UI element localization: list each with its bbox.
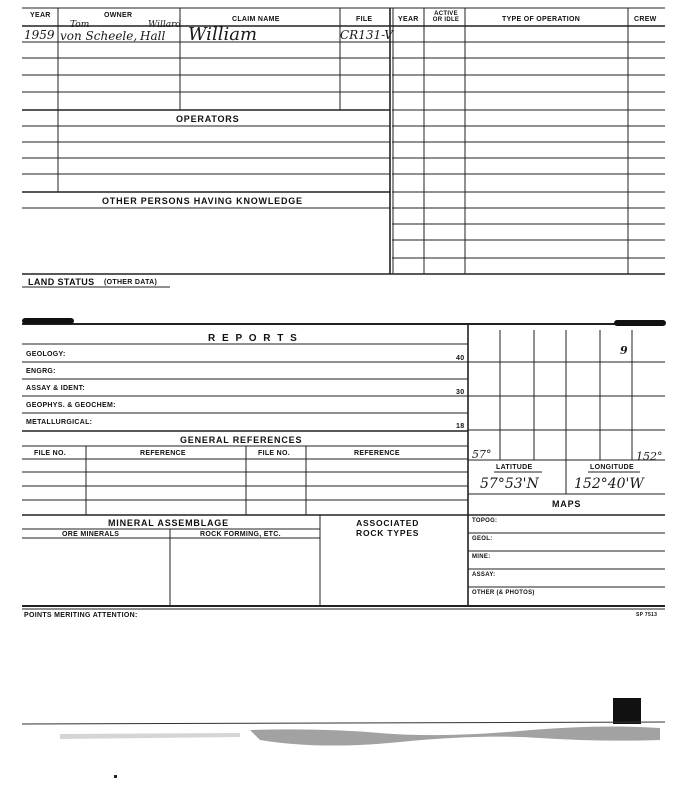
mineral-assemblage-title: MINERAL ASSEMBLAGE [108, 518, 229, 528]
entry-claim-name: William [188, 24, 258, 45]
genref-col-file-no-1: FILE NO. [34, 450, 66, 457]
report-geophys-label: GEOPHYS. & GEOCHEM: [26, 402, 116, 409]
report-assay-num: 30 [456, 389, 465, 396]
genref-col-reference-1: REFERENCE [140, 450, 186, 457]
col-ore-minerals: ORE MINERALS [62, 531, 120, 538]
longitude-label: LONGITUDE [590, 464, 634, 471]
latitude-label: LATITUDE [496, 464, 533, 471]
operators-title: OPERATORS [176, 114, 240, 124]
entry-file: CR131-V [340, 28, 393, 42]
col-file: FILE [356, 16, 373, 23]
land-status-title: LAND STATUS [28, 277, 95, 287]
genref-col-file-no-2: FILE NO. [258, 450, 290, 457]
report-metallurgical-label: METALLURGICAL: [26, 419, 93, 426]
col-year-2: YEAR [398, 16, 419, 23]
col-active-or-idle: ACTIVE OR IDLE [432, 11, 460, 23]
entry-owner2: Hall [140, 29, 166, 43]
report-geology-label: GEOLOGY: [26, 351, 66, 358]
maps-topog: TOPOG: [472, 518, 498, 524]
points-meriting-attention: POINTS MERITING ATTENTION: [24, 612, 138, 619]
col-year: YEAR [30, 12, 51, 19]
maps-geol: GEOL: [472, 536, 493, 542]
maps-mine: MINE: [472, 554, 491, 560]
report-engrg-label: ENGRG: [26, 368, 56, 375]
report-assay-label: ASSAY & IDENT: [26, 385, 86, 392]
general-references-title: GENERAL REFERENCES [180, 435, 303, 445]
entry-owner2-above: Willard [148, 20, 182, 30]
longitude-value: 152°40'W [574, 476, 644, 492]
report-geology-num: 40 [456, 355, 465, 362]
maps-assay: ASSAY: [472, 572, 496, 578]
col-rock-forming: ROCK FORMING, ETC. [200, 531, 281, 538]
entry-owner-above: Tom [70, 20, 90, 30]
entry-owner: von Scheele, [60, 29, 138, 43]
col-claim-name: CLAIM NAME [232, 16, 280, 23]
report-metallurgical-num: 18 [456, 423, 465, 430]
maps-other: OTHER (& PHOTOS) [472, 590, 535, 596]
form-code: SP 7513 [636, 612, 658, 618]
grid-number: 9 [620, 344, 628, 357]
latitude-value: 57°53'N [480, 476, 539, 492]
other-persons-title: OTHER PERSONS HAVING KNOWLEDGE [102, 196, 303, 206]
col-owner: OWNER [104, 12, 133, 19]
grid-lon-tick: 152° [636, 450, 663, 463]
col-type-of-operation: TYPE OF OPERATION [502, 16, 581, 23]
entry-year: 1959 [24, 28, 55, 42]
land-status-subtitle: (OTHER DATA) [104, 279, 158, 286]
col-crew: CREW [634, 16, 657, 23]
genref-col-reference-2: REFERENCE [354, 450, 400, 457]
associated-rock-types-title: ASSOCIATED ROCK TYPES [356, 518, 420, 538]
maps-title: MAPS [552, 499, 582, 509]
grid-lat-tick: 57° [472, 448, 492, 461]
reports-title: R E P O R T S [208, 333, 299, 344]
